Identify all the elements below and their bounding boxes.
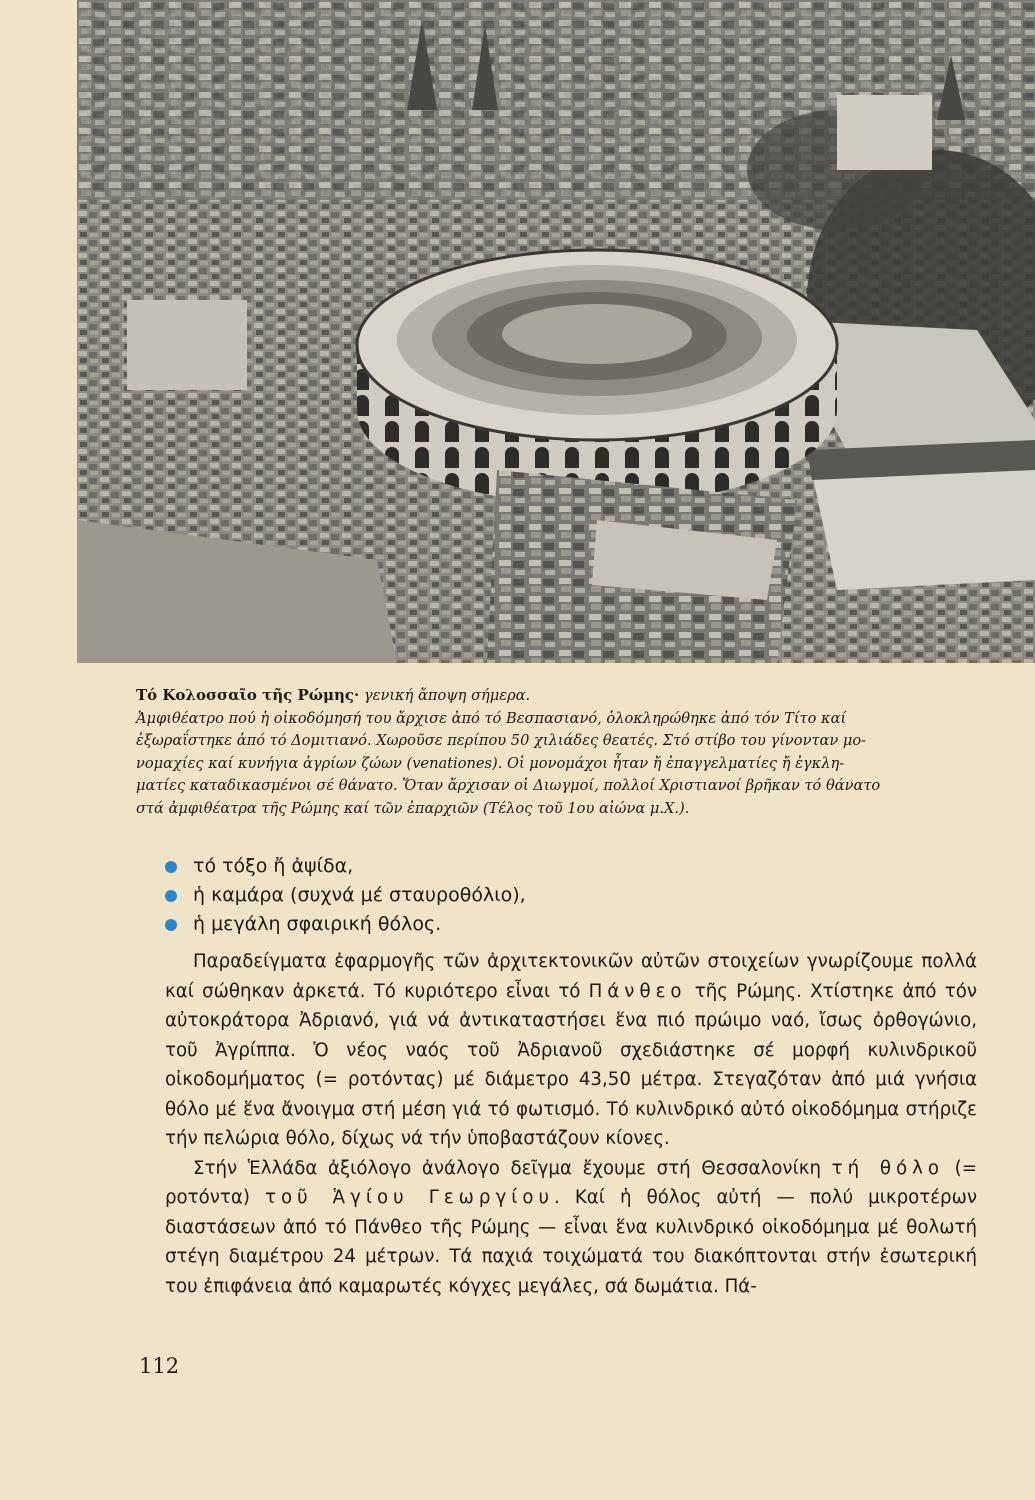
list-item-text: τό τόξο ἤ ἀψίδα, — [193, 855, 354, 877]
spaced-term-agios-georgios: τοῦ Ἁγίου Γεωργίου — [265, 1187, 555, 1208]
caption-title: Τό Κολοσσαῖο τῆς Ρώμης· — [136, 686, 360, 704]
body-text — [165, 947, 977, 1301]
list-item — [162, 881, 942, 910]
bullet-dot-icon — [165, 861, 177, 873]
caption-subtitle: γενική ἄποψη σήμερα. — [363, 687, 531, 704]
caption-line: στά ἀμφιθέατρα τῆς Ρώμης καί τῶν ἐπαρχιῶν (Τέλος τοῦ 1ου αἰώνα μ.Χ.). — [136, 799, 690, 817]
aerial-photo-amphitheater-icon — [77, 0, 1035, 663]
paragraph-text: (= ροτόντα) — [165, 1157, 977, 1208]
caption-line: ματίες καταδικασμένοι σέ θάνατο. Ὅταν ἄρχισαν οἱ Διωγμοί, πολλοί Χριστιανοί βρῆκαν τό θάνατο — [136, 777, 881, 794]
list-item — [162, 910, 942, 939]
paragraph-text: . Καί ἡ θόλος αὐτή — πολύ μικροτέρων διαστάσεων ἀπό τό Πάνθεο τῆς Ρώμης — εἶναι ἕνα κυλινδρικό οἰκοδόμημα μέ θολωτή στέγη διαμέτρου 24 μέτρων. Τά παχιά τοιχώματά του διακόπτονται στήν ἐσωτερική του ἐπιφάνεια ἀπό καμαρωτές κόγχες μεγάλες, σά δωμάτια. Πά- — [165, 1187, 977, 1297]
caption-first-line — [136, 684, 961, 708]
list-item-text: ἡ καμάρα (συχνά μέ σταυροθόλιο), — [193, 884, 526, 906]
bullet-dot-icon — [165, 919, 177, 931]
paragraph-text: τῆς Ρώμης. Χτίστηκε ἀπό τόν αὐτοκράτορα Ἀδριανό, γιά νά ἀντικαταστήσει ἕνα πιό πρώιμο ναό, ἴσως ὀρθογώνιο, τοῦ Ἀγρίππα. Ὁ νέος ναός τοῦ Ἀδριανοῦ σχεδιάστηκε σέ μορφή κυλινδρικοῦ οἰκοδομήματος (= ροτόντας) μέ διάμετρο 43,50 μέτρα. Στεγαζόταν ἀπό μιά γνήσια θόλο μέ ἕνα ἄνοιγμα στή μέση γιά τό φωτισμό. Τό κυλινδρικό αὐτό οἰκοδόμημα στήριζε τήν πελώρια θόλο, δίχως νά τήν ὑποβαστάζουν κίονες. — [165, 980, 977, 1149]
caption-line: Ἀμφιθέατρο πού ἡ οἰκοδόμησή του ἄρχισε ἀπό τό Βεσπασιανό, ὁλοκληρώθηκε ἀπό τόν Τίτο καί — [136, 709, 847, 727]
caption-line: ἐξωραΐστηκε ἀπό τό Δομιτιανό. Χωροῦσε περίπου 50 χιλιάδες θεατές. Στό στίβο του γίνονταν μο- — [136, 732, 867, 749]
bullet-list — [162, 852, 942, 939]
paragraph-text: Στήν Ἑλλάδα ἀξιόλογο ἀνάλογο δεῖγμα ἔχουμε στή Θεσσαλονίκη — [193, 1157, 832, 1179]
amphitheater-photo — [77, 0, 1035, 663]
paragraph-text: Παραδείγματα ἐφαρμογῆς τῶν ἀρχιτεκτονικῶν αὐτῶν στοιχείων γνωρίζουμε πολλά καί σώθηκαν ἀρκετά. Τό κυριότερο εἶναι τό — [165, 951, 977, 1002]
spaced-term-pantheon: Πάνθεο — [588, 980, 687, 1002]
spaced-term-tholos: τή θόλο — [831, 1157, 944, 1179]
figure-caption — [136, 684, 961, 820]
caption-line: νομαχίες καί κυνήγια ἀγρίων ζώων (venationes). Οἱ μονομάχοι ἦταν ἤ ἐπαγγελματίες ἤ ἐγκλη- — [136, 754, 845, 772]
list-item-text: ἡ μεγάλη σφαιρική θόλος. — [193, 913, 442, 935]
page-number: 112 — [139, 1354, 180, 1378]
bullet-dot-icon — [165, 890, 177, 902]
paragraph-rotonda — [165, 1154, 977, 1302]
list-item — [162, 852, 942, 881]
paragraph-pantheon — [165, 947, 977, 1154]
